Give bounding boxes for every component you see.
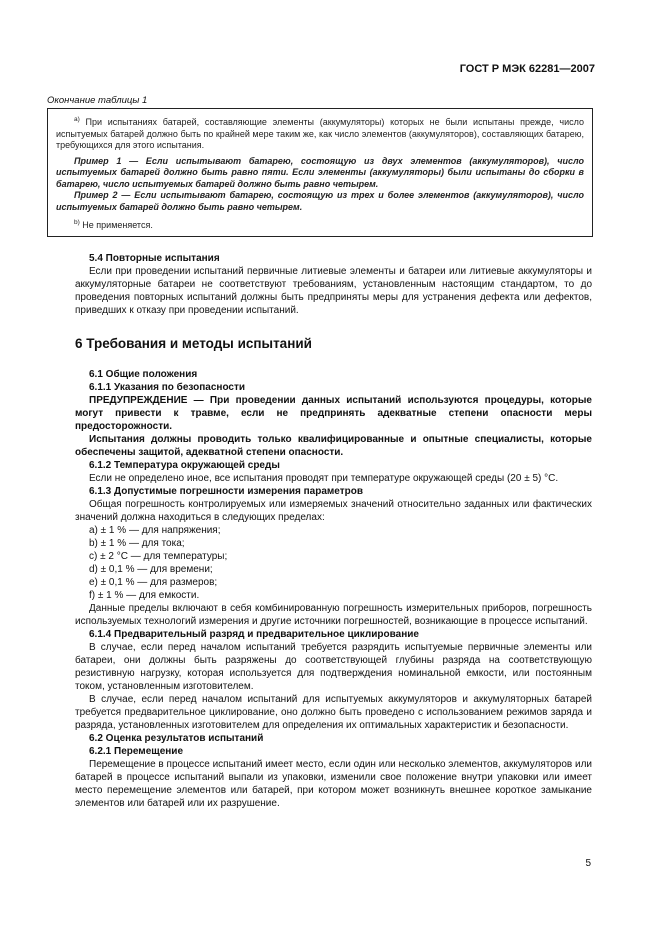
main-content xyxy=(75,252,592,810)
section-6-1-4-paragraph-1: В случае, если перед началом испытаний требуется разрядить испытуемые первичные элементы или батареи, они должны быть разряжены до соответствующей глубины разряда на соответствующую резистивную нагрузку, которая используется для подтверждения номинальной емкости, или постоянным током, установленным изготовителем. xyxy=(75,642,592,692)
note-a-mark: a) xyxy=(74,116,80,123)
page-number: 5 xyxy=(585,858,591,869)
section-6-1-2-heading: 6.1.2 Температура окружающей среды xyxy=(89,460,280,471)
section-5-4-heading: 5.4 Повторные испытания xyxy=(89,253,220,264)
table-notes xyxy=(47,108,593,237)
section-5-4-text: Если при проведении испытаний первичные литиевые элементы и батареи или литиевые аккумуляторы и аккумуляторные батареи не соответствуют требованиям, установленным настоящим стандартом, то до проведения повторных испытаний должны быть предприняты меры для устранения дефекта или дефектов, приведших к отказу при проведении испытаний. xyxy=(75,266,592,316)
section-6-1-3-after: Данные пределы включают в себя комбинированную погрешность измерительных приборов, погрешность используемых технологий измерения и другие источники погрешностей, возникающие в процессе испытаний. xyxy=(75,603,592,627)
note-b-mark: b) xyxy=(74,219,80,226)
note-example-1: Пример 1 — Если испытывают батарею, состоящую из двух элементов (аккумуляторов), число испытуемых батарей должно быть равно пяти. Если элементы (аккумуляторы) были испытаны до сборки в батарею, число испытуемых батарей должно быть равно четырем. xyxy=(56,155,584,189)
qualified-personnel-text: Испытания должны проводить только квалифицированные и опытные специалисты, которые обеспечены защитой, адекватной степени опасности. xyxy=(75,434,592,458)
section-6-2-heading: 6.2 Оценка результатов испытаний xyxy=(89,733,264,744)
tolerance-item: c) ± 2 °С — для температуры; xyxy=(89,551,228,562)
tolerance-item: d) ± 0,1 % — для времени; xyxy=(89,564,213,575)
section-6-2-1-text: Перемещение в процессе испытаний имеет место, если один или несколько элементов, аккумуляторов или батарей в процессе испытаний выпали из упаковки, изменили свое положение внутри упаковки или имеет место перемещение элементов или батарей, при котором может возникнуть внешнее короткое замыкание элементов или батарей или их разрушение. xyxy=(75,759,593,809)
warning-text: ПРЕДУПРЕЖДЕНИЕ — При проведении данных испытаний используются процедуры, которые могут привести к травме, если не предпринять адекватные степени опасности меры предосторожности. xyxy=(75,395,592,432)
section-6-heading: 6 Требования и методы испытаний xyxy=(75,336,312,351)
section-6-1-4-heading: 6.1.4 Предварительный разряд и предварительное циклирование xyxy=(89,629,419,640)
tolerance-item: b) ± 1 % — для тока; xyxy=(89,538,185,549)
section-6-1-4-paragraph-2: В случае, если перед началом испытаний для испытуемых аккумуляторов и аккумуляторных батарей требуется предварительное циклирование, оно должно быть проведено с использованием режимов заряда и разряда, установленных изготовителем для определения их оптимальных характеристик и безопасности. xyxy=(75,694,592,731)
section-6-2-1-heading: 6.2.1 Перемещение xyxy=(89,746,184,757)
document-header: ГОСТ Р МЭК 62281—2007 xyxy=(459,63,595,75)
note-b xyxy=(56,217,584,232)
table-caption: Окончание таблицы 1 xyxy=(47,95,148,106)
note-b-text: Не применяется. xyxy=(79,220,153,230)
tolerance-item: f) ± 1 % — для емкости. xyxy=(89,590,200,601)
section-6-1-1-heading: 6.1.1 Указания по безопасности xyxy=(89,382,246,393)
section-6-1-3-heading: 6.1.3 Допустимые погрешности измерения параметров xyxy=(89,486,363,497)
section-6-1-2-text: Если не определено иное, все испытания проводят при температуре окружающей среды (20 ± 5) °С. xyxy=(89,473,559,484)
tolerance-item: e) ± 0,1 % — для размеров; xyxy=(89,577,218,588)
section-6-1-3-text: Общая погрешность контролируемых или измеряемых значений относительно заданных или фактических значений должна находиться в следующих пределах: xyxy=(75,499,592,523)
note-a xyxy=(56,114,584,152)
section-6-1-heading: 6.1 Общие положения xyxy=(89,369,198,380)
note-example-2: Пример 2 — Если испытывают батарею, состоящую из трех и более элементов (аккумуляторов), число испытуемых батарей должно быть равно четырем. xyxy=(56,190,584,212)
tolerance-item: a) ± 1 % — для напряжения; xyxy=(89,525,221,536)
note-a-text: При испытаниях батарей, составляющие элементы (аккумуляторы) которых не были испытаны прежде, число испытуемых батарей должно быть по крайней мере таким же, как число элементов (аккумуляторов), составляющих батарею, требующихся для этого испытания. xyxy=(56,117,584,150)
